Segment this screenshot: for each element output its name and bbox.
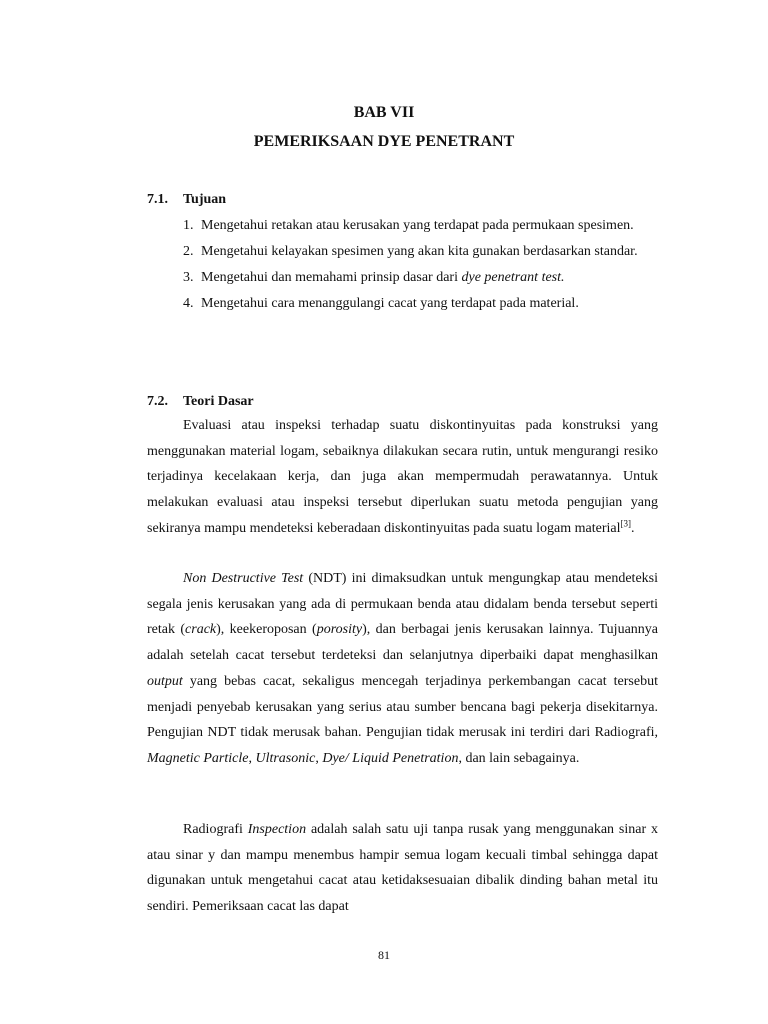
section-number: 7.2. <box>147 394 168 409</box>
paragraph-evaluasi: Evaluasi atau inspeksi terhadap suatu diskontinyuitas pada konstruksi yang menggunakan material logam, sebaiknya dilakukan secara rutin, untuk mengurangi resiko terjadinya kecelakaan kerja, dan juga akan mempermudah perawatannya. Untuk melakukan evaluasi atau inspeksi tersebut diperlukan suatu metoda pengujian yang sekiranya mampu mendeteksi keberadaan diskontinyuitas pada suatu logam material[3]. <box>147 418 658 536</box>
chapter-title: BAB VII <box>353 104 415 121</box>
page-number: 81 <box>378 948 390 962</box>
list-item: 1. Mengetahui retakan atau kerusakan yang terdapat pada permukaan spesimen. <box>183 218 634 233</box>
list-item: 3. Mengetahui dan memahami prinsip dasar dari dye penetrant test. <box>183 270 565 285</box>
list-item: 2. Mengetahui kelayakan spesimen yang akan kita gunakan berdasarkan standar. <box>183 244 638 259</box>
paragraph-radiografi: Radiografi Inspection adalah salah satu uji tanpa rusak yang menggunakan sinar x atau sinar y dan mampu menembus hampir semua logam kecuali timbal sehingga dapat digunakan untuk mengetahui cacat atau ketidaksesuaian dibalik dinding bahan metal itu sendiri. Pemeriksaan cacat las dapat <box>147 822 658 915</box>
list-item: 4. Mengetahui cara menanggulangi cacat yang terdapat pada material. <box>183 296 579 311</box>
section-title: Tujuan <box>183 192 227 207</box>
paragraph-ndt: Non Destructive Test (NDT) ini dimaksudkan untuk mengungkap atau mendeteksi segala jenis kerusakan yang ada di permukaan benda atau didalam benda tersebut seperti retak (crack), keekeroposan (porosity), dan berbagai jenis kerusakan lainnya. Tujuannya adalah setelah cacat tersebut terdeteksi dan selanjutnya diperbaiki dapat menghasilkan output yang bebas cacat, sekaligus mencegah terjadinya perkembangan cacat tersebut menjadi penyebab kerusakan yang serius atau sumber bencana bagi pekerja disekitarnya. Pengujian NDT tidak merusak bahan. Pengujian tidak merusak ini terdiri dari Radiografi, Magnetic Particle, Ultrasonic, Dye/ Liquid Penetration, dan lain sebagainya. <box>147 571 658 766</box>
section-title: Teori Dasar <box>183 394 254 409</box>
citation-ref: [3] <box>620 518 632 529</box>
section-heading-teori-dasar <box>147 394 254 410</box>
objectives-list <box>183 213 658 317</box>
chapter-subtitle: PEMERIKSAAN DYE PENETRANT <box>253 133 515 150</box>
section-heading-tujuan <box>147 192 226 208</box>
section-number: 7.1. <box>147 192 168 207</box>
